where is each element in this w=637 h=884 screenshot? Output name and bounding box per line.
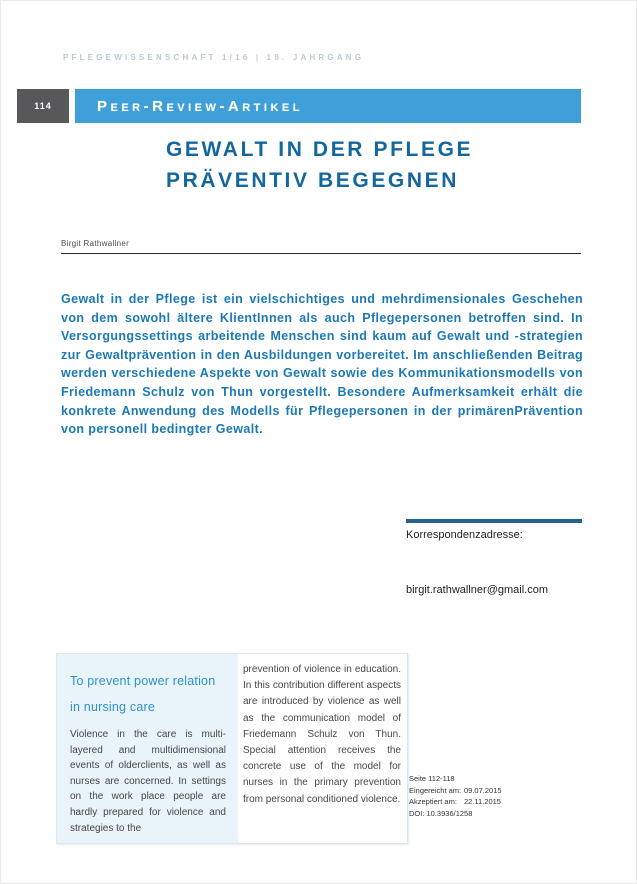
english-abstract-heading bbox=[70, 668, 226, 720]
author-divider bbox=[61, 253, 581, 254]
running-head: PFLEGEWISSENSCHAFT 1/16 | 18. JAHRGANG bbox=[63, 53, 365, 62]
article-type-label: Peer-Review-Artikel bbox=[97, 97, 303, 115]
author-name: Birgit Rathwallner bbox=[61, 239, 130, 248]
english-abstract-column-2: prevention of violence in education. In this contribution different aspects are introduced by violence as well as the communication model of Friedemann Schulz von Thun. Special attention receives the concrete use of the model for nurses in the primary prevention from personal conditioned violence. bbox=[243, 664, 401, 805]
meta-pages-row bbox=[409, 773, 579, 785]
meta-submitted-date: 09.07.2015 bbox=[464, 785, 502, 795]
english-abstract-panel bbox=[57, 654, 238, 843]
meta-doi-row bbox=[409, 808, 579, 820]
english-heading-line1: To prevent power relation bbox=[70, 674, 216, 688]
meta-accepted-label: Akzeptiert am: bbox=[409, 797, 457, 806]
meta-doi: DOI: 10.3936/1258 bbox=[409, 808, 473, 818]
meta-submitted-row bbox=[409, 785, 579, 797]
english-abstract-column-1: Violence in the care is multi-layered and multidimensional events of olderclients, as well as nurses are concerned. In settings on the work place people are hardly prepared for violence and strategies to the bbox=[70, 729, 226, 834]
english-abstract-box bbox=[56, 653, 408, 844]
article-title-line2: PRÄVENTIV BEGEGNEN bbox=[166, 169, 460, 192]
meta-accepted-row bbox=[409, 796, 579, 808]
article-type-banner bbox=[75, 89, 581, 123]
german-abstract: Gewalt in der Pflege ist ein vielschichtiges und mehrdimensionales Geschehen von dem sowohl ältere KlientInnen als auch Pflegepersonen betroffen sind. In Versorgungssettings arbeitende Menschen sind kaum auf Gewalt und -strategien zur Gewaltprävention in den Ausbildungen vorbereitet. Im anschließenden Beitrag werden verschiedene Aspekte von Gewalt sowie des Kommunikationsmodells von Friedemann Schulz von Thun vorgestellt. Besondere Aufmerksamkeit erhält die konkrete Anwendung des Modells für Pflegepersonen in der primärenPrävention von personell bedingter Gewalt. bbox=[61, 292, 583, 437]
english-heading-line2: in nursing care bbox=[70, 700, 155, 714]
meta-accepted-date: 22.11.2015 bbox=[464, 797, 501, 806]
page-number: 114 bbox=[34, 101, 52, 111]
article-title-line1: GEWALT IN DER PFLEGE bbox=[166, 138, 474, 161]
correspondence-email-link[interactable]: birgit.rathwallner@gmail.com bbox=[406, 584, 548, 596]
correspondence-divider bbox=[406, 519, 582, 523]
article-title bbox=[166, 134, 586, 196]
meta-submitted-label: Eingereicht am: bbox=[409, 785, 462, 795]
page-number-badge bbox=[17, 89, 69, 123]
correspondence-label: Korrespondenzadresse: bbox=[406, 529, 523, 541]
submission-metadata bbox=[409, 773, 579, 819]
meta-pages: Seite 112-118 bbox=[409, 774, 455, 783]
